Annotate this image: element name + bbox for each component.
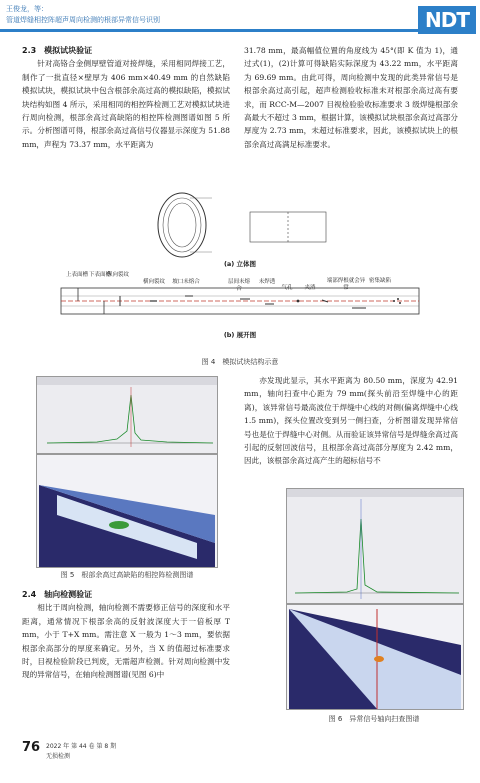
axial-a-scan-display [286,488,464,604]
axial-s-scan-display [286,604,464,710]
label-interlayer-lack-of-fusion: 层间未熔合 [227,279,250,292]
figure-4b-caption: (b) 展开图 [223,331,257,339]
paragraph: 亦发现此显示，其水平距离为 80.50 mm，深度为 42.91 mm，轴向扫查中心距为 79 mm(探头前沿至焊缝中心的距离)，该异常信号最高波位于焊缝中心线的对侧(偏离焊缝中心线 1.5 mm)，探头位置改变到另一侧扫查，分析图谱发现异常信号也是位于焊缝中心对侧。从而验证该异常信号是焊缝余高过高引起的反射回波信号，且根部余高过高部分厚度为 2.42 mm，因此，该根部余高过高产生的超标信号不 [244,376,458,466]
header-authors: 王俊龙，等： [6,5,48,13]
journal-issue: 2022 年 第 44 卷 第 8 期 [46,743,117,750]
label-slag: 夹渣 [304,285,316,291]
section-heading-2-3: 2.3 模拟试块验证 [22,46,93,55]
a-scan-display [36,376,218,454]
defect-markers [60,268,420,328]
label-dense-defects: 密集缺陷 [368,278,391,284]
figure-4a-caption: (a) 立体图 [223,260,257,268]
figure-4-caption: 图 4 模拟试块结构示意 [201,358,279,366]
pipe-section-drawing [248,206,328,248]
paragraph: 31.78 mm，最高幅值位置的角度线为 45°(即 K 值为 1)，通过式(1)，(2)计算可得缺陷实际深度为 43.22 mm，水平距离为 69.69 mm。由此可得，周向检测中发现的此类异常信号是根部余高过高引起，超声检测验收标准未对根部余高过高有要求，而 RCC-M—2007 目视检验验收标准要求 3 级焊缝根部余高最大不超过 3 mm，根据计算，该模拟试块根部余高过高部分厚度为 2.73 mm，未超过标准要求，因此，该模拟试块上的根部余高过高满足标准要求。 [244,46,458,149]
paragraph: 相比于周向检测，轴向检测不需要修正信号的深度和水平距离，通常情况下根部余高的反射波深度大于一倍板厚 T mm，小于 T+X mm。需注意 X 一般为 1～3 mm，要依据根部余高部分的厚度来确定。另外，当 X 的值超过标准要求时，目视检验阶段已判废，无需超声检测。针对周向检测中发现的异常信号，在轴向检测图谱(见图 6)中 [22,603,230,680]
journal-name: 无损检测 [46,753,71,760]
label-lower-groove: 下表面槽 [88,272,111,278]
right-column-middle [244,374,458,468]
s-scan-display [36,454,218,568]
label-porosity: 气孔 [281,285,293,291]
label-bevel-lack-of-fusion: 坡口未熔合 [172,279,200,285]
figure-6-caption: 图 6 异常信号轴向扫查图谱 [328,715,420,723]
figure-5-caption: 图 5 根部余高过高缺陷的相控阵检测图谱 [60,571,194,579]
page-number: 76 [22,740,41,755]
header-title: 管道焊缝相控阵超声周向检测的根部异常信号识别 [6,16,160,24]
right-column-top [244,44,458,151]
paragraph: 针对高铬合金侧厚壁管道对接焊缝，采用相同焊接工艺，制作了一批直径×壁厚为 406 mm×40.49 mm 的自然缺陷模拟试块，模拟试块中包含根部余高过高的模拟缺陷，模拟试块结构如图 4 所示，采用相同的相控阵检测工艺对模拟试块进行周向检测，根部余高过高缺陷的相控阵检测图谱如图 5 所示。分析图谱可得，根部余高过高信号仪器显示深度为 51.88 mm，声程为 73.37 mm，水平距离为 [22,59,230,149]
label-transverse-crack: 横向裂纹 [142,279,165,285]
running-header [0,0,480,36]
left-column-bottom [22,588,230,682]
label-incomplete-penetration: 未焊透 [258,279,276,285]
left-column-top [22,44,230,151]
label-root-end-abnormal: 端部焊根就会异常 [326,278,366,291]
label-upper-groove: 上表面槽 [65,272,88,278]
section-heading-2-4: 2.4 轴向检测验证 [22,590,93,599]
header-rule [0,29,420,32]
label-longitudinal-crack: 纵向裂纹 [106,272,129,278]
journal-logo: NDT [418,6,476,34]
